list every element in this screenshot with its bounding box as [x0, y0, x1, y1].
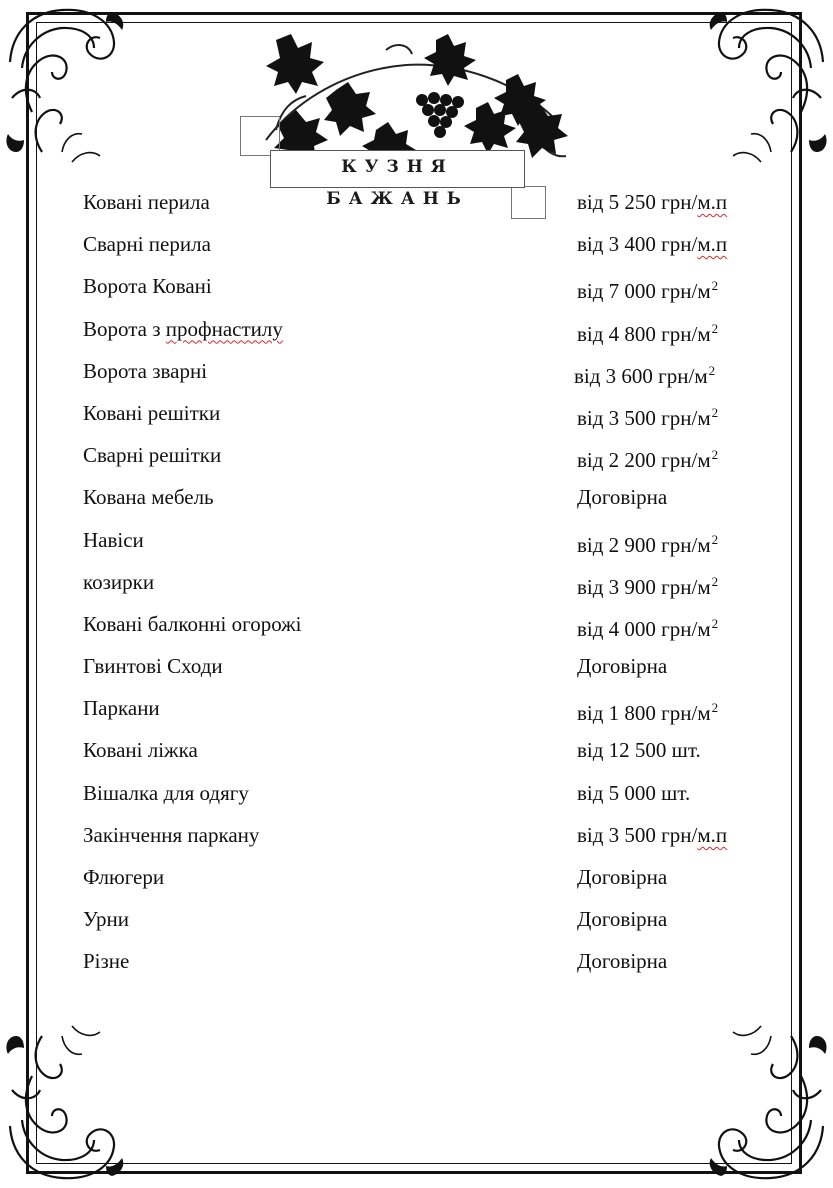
- price-row: [83, 902, 763, 944]
- price-row: [83, 354, 763, 396]
- item-name: Ковані перила: [83, 190, 210, 214]
- price-row: [83, 565, 763, 607]
- item-price: від 1 800 грн/$м^2$: [577, 700, 719, 726]
- item-name: Ворота з профнастилу: [83, 316, 283, 341]
- corner-ornament-top-right: [701, 2, 831, 172]
- item-price: від 12 500 шт.: [577, 738, 701, 763]
- corner-ornament-bottom-left: [2, 1016, 132, 1186]
- item-name: Різне: [83, 949, 130, 974]
- item-name: Вішалка для одягу: [83, 780, 249, 805]
- item-price: від 3 600 грн/$м^2$: [574, 362, 716, 388]
- item-name: козирки: [83, 569, 155, 594]
- item-name: Флюгери: [83, 865, 165, 889]
- item-price: від 3 500 грн/$м^2$: [577, 404, 719, 430]
- price-row: [83, 818, 763, 860]
- item-price: від 7 000 грн/$м^2$: [577, 278, 719, 304]
- price-row: [83, 733, 763, 775]
- item-name: Навіси: [83, 527, 144, 552]
- price-row: [83, 523, 763, 565]
- item-name: Урни: [83, 907, 129, 932]
- item-name: Ворота Ковані: [83, 274, 212, 299]
- item-name: Гвинтові Сходи: [83, 654, 223, 679]
- item-price: Договірна: [577, 865, 668, 889]
- item-price: від 2 900 грн/$м^2$: [577, 531, 719, 557]
- corner-ornament-bottom-right: [701, 1016, 831, 1186]
- item-name: Ковані решітки: [83, 400, 221, 425]
- item-name: Ворота зварні: [83, 358, 208, 383]
- price-row: [83, 776, 763, 818]
- item-name: Закінчення паркану: [83, 822, 260, 847]
- price-row: [83, 227, 763, 269]
- price-row: [83, 607, 763, 649]
- item-name: Ковані ліжка: [83, 738, 198, 763]
- price-row: [83, 860, 763, 902]
- price-row: [83, 269, 763, 311]
- item-name: Сварні решітки: [83, 443, 222, 468]
- price-row: [83, 438, 763, 480]
- item-price: від 3 900 грн/$м^2$: [577, 573, 719, 599]
- item-price: від 3 500 грн/м.п: [577, 822, 728, 847]
- item-price: від 3 400 грн/м.п: [577, 232, 728, 257]
- item-price: Договірна: [577, 654, 668, 679]
- price-row: [83, 944, 763, 986]
- item-name: Сварні перила: [83, 232, 211, 257]
- item-price: Договірна: [577, 485, 668, 510]
- price-row: [83, 312, 763, 354]
- price-row: [83, 649, 763, 691]
- price-row: [83, 480, 763, 522]
- item-name: Ковані балконні огорожі: [83, 611, 302, 636]
- item-name: Паркани: [83, 696, 160, 721]
- price-row: [83, 185, 763, 227]
- price-row: [83, 396, 763, 438]
- item-price: від 4 000 грн/$м^2$: [577, 615, 719, 641]
- corner-ornament-top-left: [2, 2, 132, 172]
- item-price: від 2 200 грн/$м^2$: [577, 447, 719, 473]
- item-price: від 5 000 шт.: [577, 780, 691, 805]
- item-price: від 4 800 грн/$м^2$: [577, 320, 719, 346]
- item-name: Кована мебель: [83, 485, 214, 510]
- item-price: від 5 250 грн/м.п: [577, 190, 728, 214]
- item-price: Договірна: [577, 949, 668, 974]
- brand-title: КУЗНЯ БАЖАНЬ: [270, 150, 525, 188]
- item-price: Договірна: [577, 907, 668, 932]
- price-list: [83, 185, 763, 987]
- price-row: [83, 691, 763, 733]
